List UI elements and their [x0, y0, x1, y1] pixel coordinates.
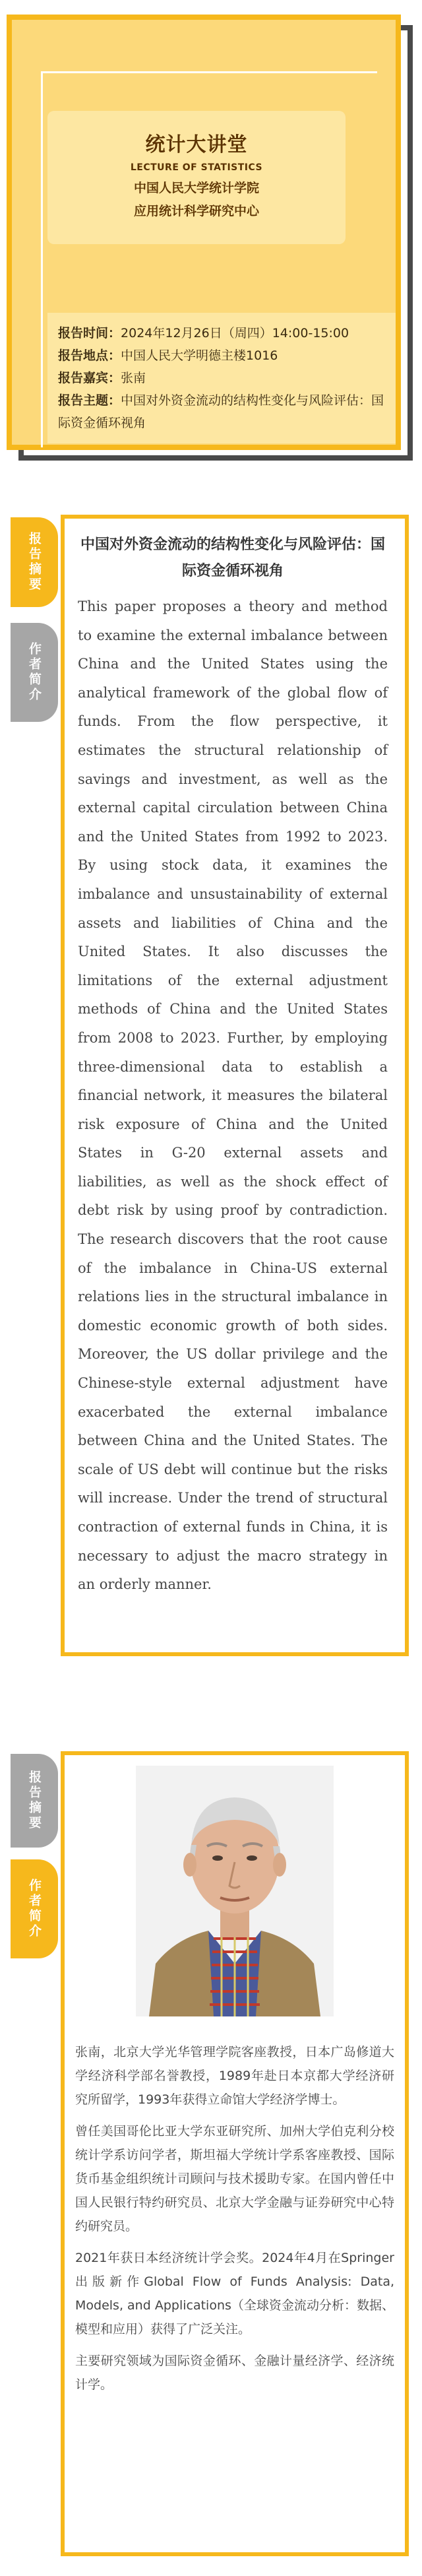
tab-author[interactable]: 作者简介 — [11, 623, 58, 722]
tab-abstract[interactable]: 报告摘要 — [11, 517, 58, 607]
info-topic-label: 报告主题： — [58, 393, 121, 408]
info-topic — [58, 389, 385, 434]
abstract-body: This paper proposes a theory and method to examine the external imbalance between China and the United States using the analytical framework of the global flow of funds. From the flow perspective, it estimates the structural relationship of savings and investment, as well as the external capital circulation between China and the United States from 1992 to 2023. By using stock data, it examines the imbalance and unsustainability of external assets and liabilities of China and the United States. It also discusses the limitations of the external adjustment methods of China and the United States from 2008 to 2023. Further, by employing three-dimensional data to establish a financial network, it measures the bilateral risk exposure of China and the United States in G-20 external assets and liabilities, as well as the shock effect of debt risk by using proof by contradiction. The research discovers that the root cause of the imbalance in China-US external relations lies in the structural imbalance in domestic economic growth of both sides. Moreover, the US dollar privilege and the Chinese-style external adjustment have exacerbated the external imbalance between China and the United States. The scale of US debt will continue but the risks will increase. Under the trend of structural contraction of external funds in China, it is necessary to adjust the macro strategy in an orderly manner. — [78, 598, 388, 1593]
info-time — [58, 322, 385, 344]
author-bio-paragraph: 主要研究领域为国际资金循环、金融计量经济学、经济统计学。 — [75, 2354, 394, 2392]
info-speaker-value: 张南 — [121, 371, 146, 385]
abstract-card — [61, 515, 409, 1656]
page-title: 统计大讲堂 — [145, 133, 248, 156]
author-portrait-image — [136, 1766, 334, 2016]
author-bio — [75, 2040, 394, 2397]
author-card — [61, 1751, 409, 2556]
tab-abstract[interactable]: 报告摘要 — [11, 1754, 58, 1848]
info-speaker-label: 报告嘉宾： — [58, 371, 121, 385]
author-photo — [136, 1766, 334, 2016]
author-bio-paragraph: 2021年获日本经济统计学会奖。2024年4月在Springer出版新作Global Flow of Funds Analysis: Data, Models, and Applications（全球资金流动分析：数据、模型和应用）获得了广泛关注。 — [75, 2251, 394, 2336]
organizer-school: 中国人民大学统计学院 — [133, 181, 259, 195]
organizer-center: 应用统计科学研究中心 — [133, 204, 259, 218]
info-location — [58, 344, 385, 367]
info-topic-value: 中国对外资金流动的结构性变化与风险评估：国际资金循环视角 — [58, 393, 384, 430]
info-speaker — [58, 367, 385, 389]
info-time-value: 2024年12月26日（周四）14:00-15:00 — [121, 326, 349, 340]
lecture-info-panel — [47, 313, 396, 443]
title-panel — [47, 111, 346, 244]
info-time-label: 报告时间： — [58, 326, 121, 340]
info-location-value: 中国人民大学明德主楼1016 — [121, 348, 278, 363]
page-title-english: LECTURE OF STATISTICS — [130, 162, 263, 173]
tab-author[interactable]: 作者简介 — [11, 1859, 58, 1958]
author-bio-paragraph: 张南，北京大学光华管理学院客座教授，日本广岛修道大学经济科学部名誉教授，1989年赴日本京都大学经济研究所留学，1993年获得立命馆大学经济学博士。 — [75, 2045, 394, 2107]
abstract-title: 中国对外资金流动的结构性变化与风险评估：国际资金循环视角 — [80, 536, 385, 579]
author-bio-paragraph: 曾任美国哥伦比亚大学东亚研究所、加州大学伯克利分校统计学系访问学者，斯坦福大学统计学系客座教授、国际货币基金组织统计司顾问与技术援助专家。在国内曾任中国人民银行特约研究员、北京大学金融与证券研究中心特约研究员。 — [75, 2124, 394, 2234]
info-location-label: 报告地点： — [58, 348, 121, 363]
